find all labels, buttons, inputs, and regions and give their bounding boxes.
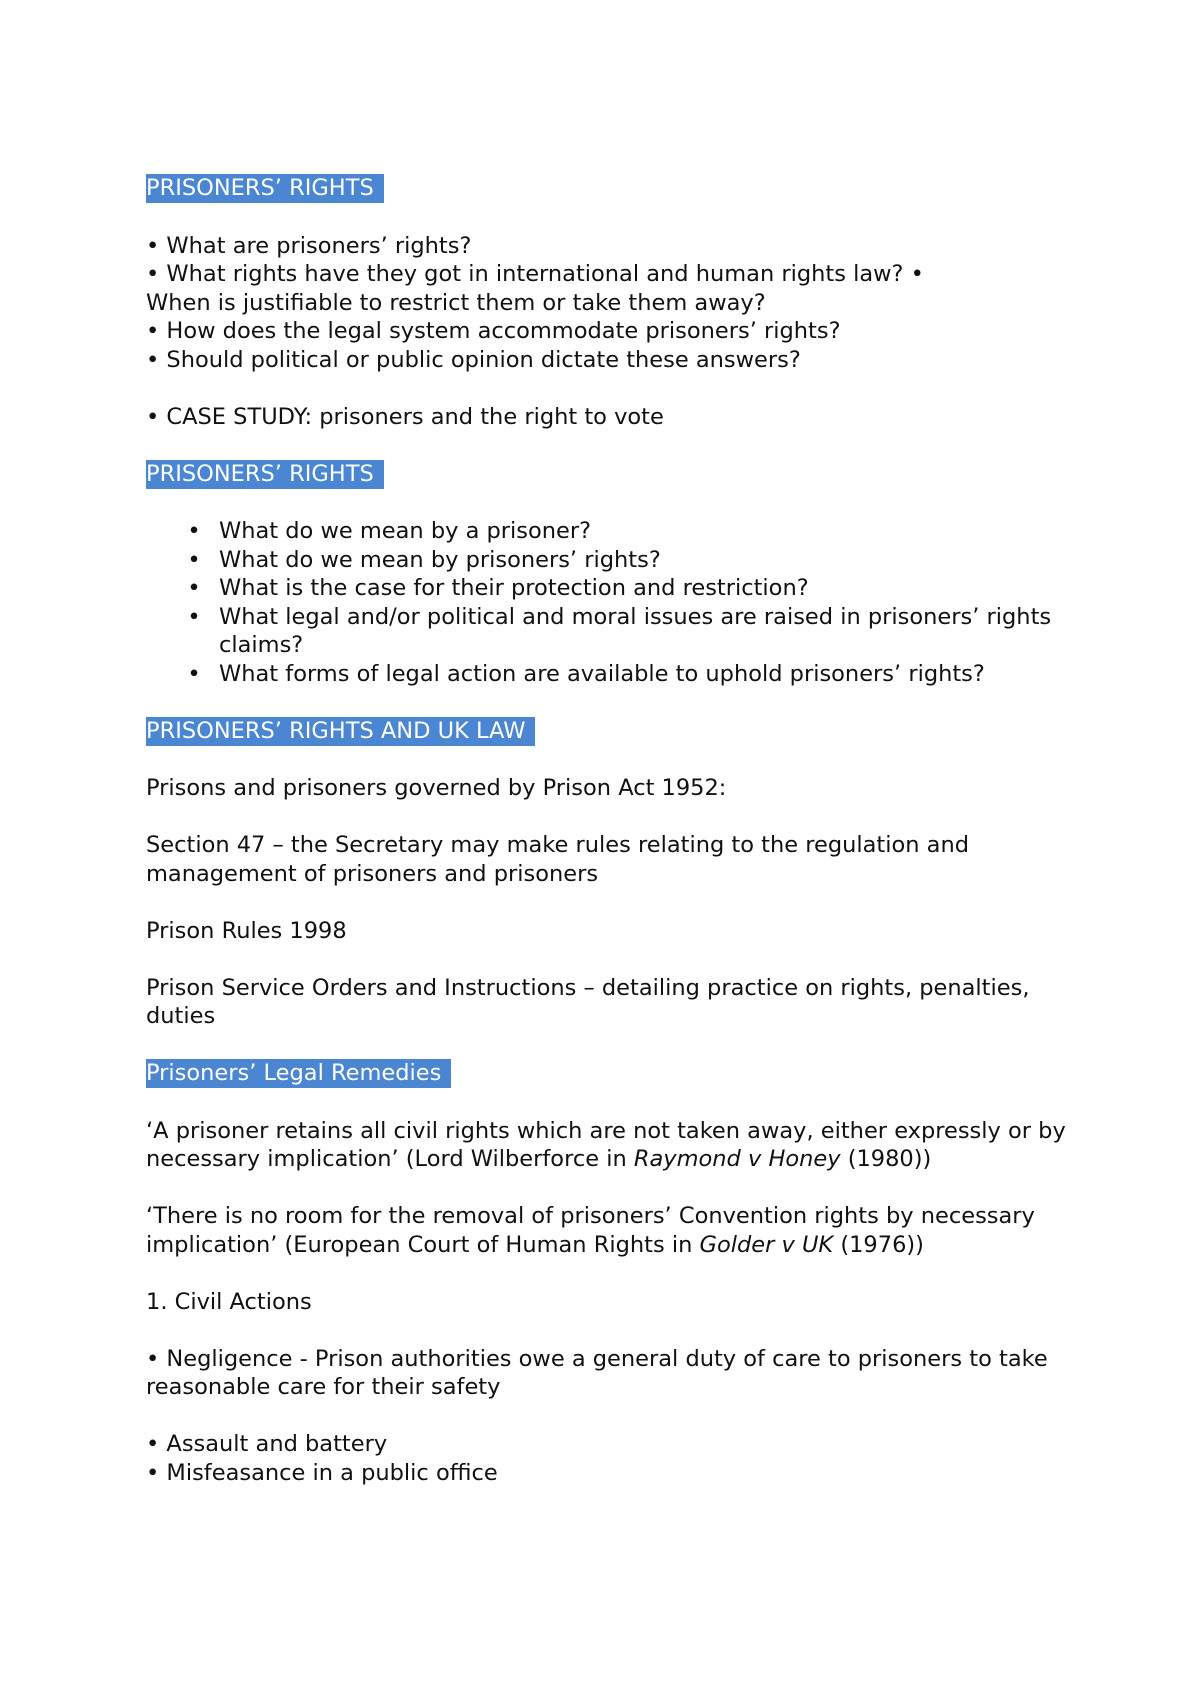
prison-act-paragraph: Prisons and prisoners governed by Prison Act 1952: (146, 775, 727, 801)
bullet-icon: • (187, 660, 201, 687)
heading-legal-remedies: Prisoners’ Legal Remedies (146, 1059, 451, 1088)
intro-line-4: • How does the legal system accommodate prisoners’ rights? (146, 318, 841, 344)
bullet-icon: • (187, 575, 201, 601)
document-body (146, 174, 1076, 1487)
case-study-line: • CASE STUDY: prisoners and the right to vote (146, 403, 664, 430)
prison-rules-paragraph: Prison Rules 1998 (146, 917, 347, 944)
negligence-item: • Negligence - Prison authorities owe a general duty of care to prisoners to take reasonable care for their safety (146, 1345, 1048, 1400)
intro-line-2: • What rights have they got in international and human rights law? • (146, 261, 924, 287)
bullet-icon: • (187, 546, 201, 573)
list-item: • What is the case for their protection and restriction? (146, 574, 1076, 603)
intro-line-5: • Should political or public opinion dictate these answers? (146, 346, 801, 373)
intro-line-1: • What are prisoners’ rights? (146, 232, 472, 259)
bullet-icon: • (187, 603, 201, 630)
list-item: • What do we mean by a prisoner? (146, 517, 1076, 546)
case-name-raymond: Raymond v Honey (633, 1146, 841, 1172)
heading-prisoners-rights-2: PRISONERS’ RIGHTS (146, 460, 384, 489)
civil-actions-heading: 1. Civil Actions (146, 1288, 312, 1315)
wilberforce-quote: ‘A prisoner retains all civil rights which are not taken away, either expressly or by necessary implication’ (Lord Wilberforce in Raymond v Honey (1980)) (146, 1117, 1066, 1172)
list-item: • What forms of legal action are available to uphold prisoners’ rights? (146, 660, 1076, 689)
heading-prisoners-rights-1: PRISONERS’ RIGHTS (146, 174, 384, 203)
intro-line-3: When is justifiable to restrict them or take them away? (146, 289, 766, 316)
golder-quote: ‘There is no room for the removal of prisoners’ Convention rights by necessary implication’ (European Court of Human Rights in Golder v UK (1976)) (146, 1203, 1035, 1258)
questions-list (146, 517, 1076, 688)
assault-item: • Assault and battery (146, 1431, 388, 1457)
heading-uk-law: PRISONERS’ RIGHTS AND UK LAW (146, 717, 535, 746)
case-name-golder: Golder v UK (699, 1231, 834, 1258)
list-item: • What legal and/or political and moral issues are raised in prisoners’ rights claims? (146, 603, 1076, 660)
list-item: • What do we mean by prisoners’ rights? (146, 546, 1076, 575)
misfeasance-item: • Misfeasance in a public office (146, 1459, 498, 1486)
service-orders-paragraph: Prison Service Orders and Instructions – detailing practice on rights, penalties, duties (146, 974, 1030, 1029)
bullet-icon: • (187, 518, 201, 544)
section-47-paragraph: Section 47 – the Secretary may make rules relating to the regulation and management of prisoners and prisoners (146, 832, 969, 887)
